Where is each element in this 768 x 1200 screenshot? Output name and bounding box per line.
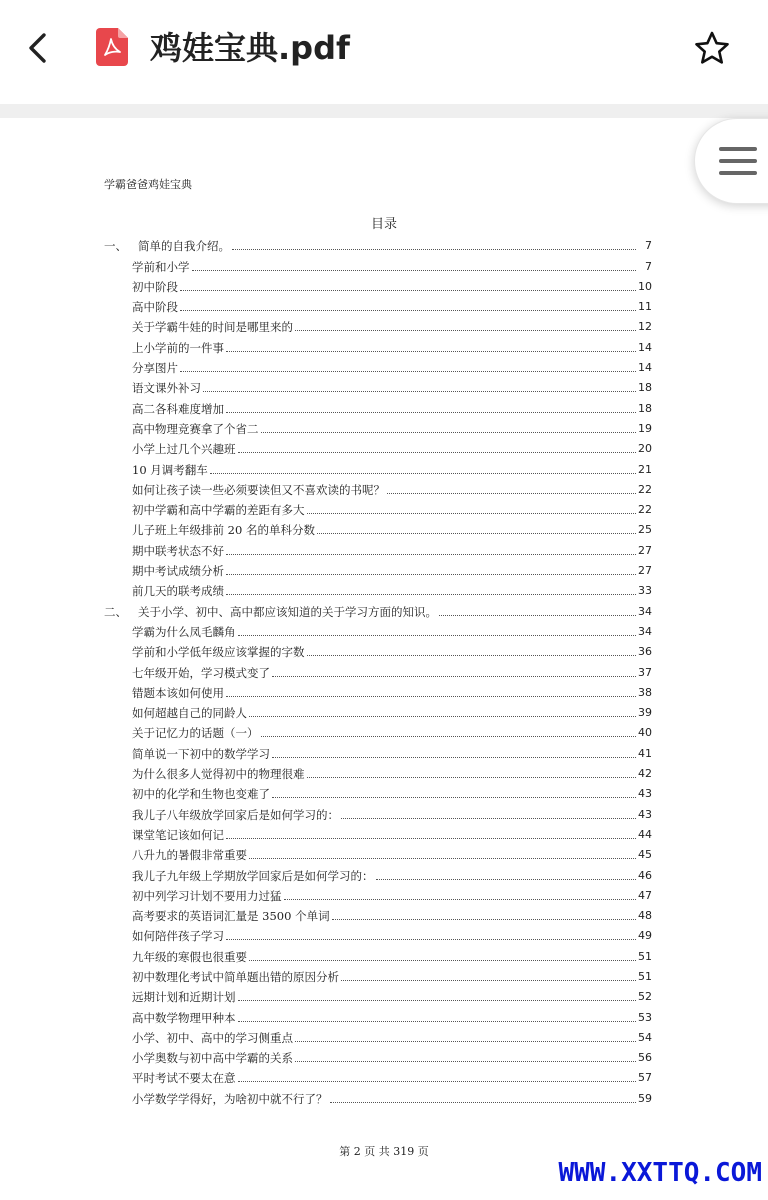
toc-leader-dots [203, 390, 636, 392]
toc-entry-title: 分享图片 [132, 361, 178, 376]
toc-entry-page: 14 [638, 340, 652, 354]
toc-entry-page: 34 [638, 624, 652, 638]
toc-leader-dots [261, 735, 637, 737]
toc-entry-page: 52 [638, 990, 652, 1004]
toc-entry[interactable] [104, 375, 652, 395]
toc-entry-title: 课堂笔记该如何记 [132, 827, 224, 842]
toc-entry-title: 高中阶段 [132, 300, 178, 315]
pdf-file-icon [96, 28, 128, 66]
toc-entry-number: 一、 [104, 239, 127, 254]
star-outline-icon [694, 30, 730, 66]
toc-entry[interactable] [104, 984, 652, 1004]
toc-entry[interactable] [104, 456, 652, 476]
file-title: 鸡娃宝典.pdf [150, 29, 350, 67]
toc-entry-title: 关于小学、初中、高中都应该知道的关于学习方面的知识。 [138, 604, 437, 619]
toc-entry-page: 27 [638, 543, 652, 557]
toc-entry-page: 7 [645, 239, 652, 253]
toc-entry-title: 高中物理竞赛拿了个省二 [132, 421, 259, 436]
toc-entry-page: 59 [638, 1091, 652, 1105]
toc-entry[interactable] [104, 395, 652, 415]
toc-entry-page: 51 [638, 949, 652, 963]
toc-entry[interactable] [104, 537, 652, 557]
toc-leader-dots [232, 248, 636, 250]
toc-leader-dots [332, 918, 636, 920]
toc-entry[interactable] [104, 436, 652, 456]
toc-leader-dots [226, 573, 636, 575]
toc-entry-page: 48 [638, 909, 652, 923]
toc-entry[interactable] [104, 416, 652, 436]
toc-entry-title: 八升九的暑假非常重要 [132, 848, 247, 863]
toc-entry-title: 平时考试不要太在意 [132, 1071, 236, 1086]
toc-entry[interactable] [104, 680, 652, 700]
toc-entry[interactable] [104, 761, 652, 781]
toc-entry[interactable] [104, 1025, 652, 1045]
toc-entry-title: 上小学前的一件事 [132, 340, 224, 355]
toc-entry-title: 简单的自我介绍。 [138, 239, 230, 254]
toc-leader-dots [272, 756, 636, 758]
toc-entry-page: 37 [638, 665, 652, 679]
toc-entry-page: 12 [638, 320, 652, 334]
toc-leader-dots [317, 532, 636, 534]
toc-leader-dots [238, 999, 637, 1001]
toc-leader-dots [226, 350, 636, 352]
toc-entry-title: 高二各科难度增加 [132, 401, 224, 416]
toc-entry-page: 47 [638, 888, 652, 902]
table-of-contents [104, 233, 652, 1106]
toc-entry-page: 39 [638, 706, 652, 720]
toc-entry-number: 二、 [104, 604, 127, 619]
toc-leader-dots [307, 776, 637, 778]
toc-entry[interactable] [104, 314, 652, 334]
toc-leader-dots [210, 472, 636, 474]
toc-entry-page: 18 [638, 401, 652, 415]
toc-leader-dots [192, 269, 637, 271]
toc-leader-dots [249, 715, 636, 717]
toc-entry-page: 27 [638, 564, 652, 578]
toc-entry[interactable] [104, 334, 652, 354]
toc-entry-page: 34 [638, 604, 652, 618]
toc-entry-page: 7 [645, 259, 652, 273]
toc-entry[interactable] [104, 1045, 652, 1065]
toc-entry-title: 如何超越自己的同龄人 [132, 706, 247, 721]
page-footer: 第 2 页 共 319 页 [339, 1145, 429, 1158]
toc-leader-dots [226, 837, 636, 839]
toc-entry-title: 学前和小学 [132, 259, 190, 274]
toc-entry-page: 41 [638, 746, 652, 760]
toc-entry-title: 语文课外补习 [132, 381, 201, 396]
toc-leader-dots [272, 796, 636, 798]
toc-entry-title: 学霸为什么凤毛麟角 [132, 624, 236, 639]
toc-entry[interactable] [104, 253, 652, 273]
toc-entry[interactable] [104, 619, 652, 639]
toc-entry-page: 43 [638, 807, 652, 821]
toc-entry-page: 46 [638, 868, 652, 882]
toc-entry-title: 七年级开始，学习模式变了 [132, 665, 270, 680]
toc-entry[interactable] [104, 923, 652, 943]
toc-entry[interactable] [104, 1065, 652, 1085]
toc-leader-dots [226, 695, 636, 697]
toc-entry-page: 11 [638, 300, 652, 314]
toc-entry-page: 42 [638, 767, 652, 781]
toc-leader-dots [238, 451, 637, 453]
watermark: WWW.XXTTQ.COM [558, 1158, 762, 1188]
toc-entry-title: 初中阶段 [132, 279, 178, 294]
toc-leader-dots [180, 309, 636, 311]
toc-entry-title: 期中考试成绩分析 [132, 564, 224, 579]
toc-entry[interactable] [104, 903, 652, 923]
toc-entry[interactable] [104, 1004, 652, 1024]
toc-leader-dots [295, 1060, 636, 1062]
toc-leader-dots [226, 593, 636, 595]
toc-entry[interactable] [104, 233, 652, 253]
toc-leader-dots [341, 979, 636, 981]
toc-leader-dots [226, 938, 636, 940]
toc-entry-page: 14 [638, 361, 652, 375]
toc-entry[interactable] [104, 740, 652, 760]
toc-entry[interactable] [104, 801, 652, 821]
toc-entry[interactable] [104, 1085, 652, 1105]
toc-entry-page: 43 [638, 787, 652, 801]
running-header: 学霸爸爸鸡娃宝典 [104, 178, 192, 191]
favorite-button[interactable] [690, 26, 734, 70]
toc-entry-title: 关于学霸牛娃的时间是哪里来的 [132, 320, 293, 335]
toc-entry-title: 我儿子八年级放学回家后是如何学习的： [132, 807, 339, 822]
toc-entry-title: 初中列学习计划不要用力过猛 [132, 888, 282, 903]
toc-entry[interactable] [104, 883, 652, 903]
toc-leader-dots [180, 289, 636, 291]
toc-entry[interactable] [104, 294, 652, 314]
toc-entry-page: 36 [638, 645, 652, 659]
toc-entry-title: 错题本该如何使用 [132, 685, 224, 700]
back-button[interactable] [18, 28, 58, 68]
toc-entry[interactable] [104, 477, 652, 497]
toc-entry-page: 22 [638, 503, 652, 517]
toc-entry-title: 小学上过几个兴趣班 [132, 442, 236, 457]
toc-leader-dots [295, 1040, 636, 1042]
toc-entry-title: 初中的化学和生物也变难了 [132, 787, 270, 802]
top-app-bar [0, 0, 768, 104]
toc-entry[interactable] [104, 862, 652, 882]
toc-entry-title: 学前和小学低年级应该掌握的字数 [132, 645, 305, 660]
toc-entry-title: 高中数学物理甲种本 [132, 1010, 236, 1025]
toc-entry[interactable] [104, 274, 652, 294]
toc-entry-page: 21 [638, 462, 652, 476]
toc-entry-title: 关于记忆力的话题（一） [132, 726, 259, 741]
toc-entry[interactable] [104, 720, 652, 740]
toc-entry-page: 53 [638, 1010, 652, 1024]
toc-entry-title: 远期计划和近期计划 [132, 990, 236, 1005]
toc-entry-page: 56 [638, 1051, 652, 1065]
toc-leader-dots [238, 1020, 637, 1022]
toc-leader-dots [387, 492, 636, 494]
toc-entry[interactable] [104, 355, 652, 375]
toc-entry[interactable] [104, 578, 652, 598]
toc-entry-page: 54 [638, 1030, 652, 1044]
toc-leader-dots [272, 675, 636, 677]
toc-entry-page: 51 [638, 969, 652, 983]
toc-entry-title: 初中学霸和高中学霸的差距有多大 [132, 503, 305, 518]
toc-entry-title: 我儿子九年级上学期放学回家后是如何学习的： [132, 868, 374, 883]
toc-entry[interactable] [104, 822, 652, 842]
toc-entry-page: 40 [638, 726, 652, 740]
toc-entry[interactable] [104, 700, 652, 720]
toc-entry-title: 前几天的联考成绩 [132, 584, 224, 599]
toc-leader-dots [284, 898, 637, 900]
toc-entry-title: 儿子班上年级排前 20 名的单科分数 [132, 523, 315, 538]
toc-leader-dots [439, 614, 636, 616]
toc-leader-dots [376, 878, 637, 880]
toc-entry[interactable] [104, 558, 652, 578]
toc-entry-page: 10 [638, 279, 652, 293]
toc-entry-title: 九年级的寒假也很重要 [132, 949, 247, 964]
toc-entry-page: 25 [638, 523, 652, 537]
toc-leader-dots [180, 370, 636, 372]
toc-leader-dots [307, 654, 637, 656]
toc-entry[interactable] [104, 781, 652, 801]
toc-entry-page: 19 [638, 421, 652, 435]
toc-leader-dots [261, 431, 637, 433]
toc-entry[interactable] [104, 639, 652, 659]
toc-entry-title: 高考要求的英语词汇量是 3500 个单词 [132, 909, 330, 924]
toc-leader-dots [238, 634, 637, 636]
toc-entry-page: 45 [638, 848, 652, 862]
toc-entry-title: 10 月调考翻车 [132, 462, 208, 477]
toc-entry-title: 期中联考状态不好 [132, 543, 224, 558]
toc-entry-title: 小学奥数与初中高中学霸的关系 [132, 1051, 293, 1066]
toc-leader-dots [330, 1101, 637, 1103]
toc-leader-dots [249, 857, 636, 859]
toc-entry-page: 44 [638, 827, 652, 841]
toolbar-divider [0, 104, 768, 118]
toc-entry-title: 简单说一下初中的数学学习 [132, 746, 270, 761]
toc-entry-title: 小学、初中、高中的学习侧重点 [132, 1030, 293, 1045]
toc-entry-title: 如何陪伴孩子学习 [132, 929, 224, 944]
toc-entry-page: 38 [638, 685, 652, 699]
toc-entry[interactable] [104, 598, 652, 618]
toc-entry-title: 初中数理化考试中简单题出错的原因分析 [132, 969, 339, 984]
toc-entry-page: 22 [638, 482, 652, 496]
toc-entry-title: 如何让孩子读一些必须要读但又不喜欢读的书呢？ [132, 482, 385, 497]
toc-leader-dots [226, 553, 636, 555]
toc-leader-dots [238, 1080, 637, 1082]
toc-leader-dots [341, 817, 636, 819]
toc-entry-title: 为什么很多人觉得初中的物理很难 [132, 767, 305, 782]
toc-entry-title: 小学数学学得好，为啥初中就不行了？ [132, 1091, 328, 1106]
toc-entry-page: 33 [638, 584, 652, 598]
toc-leader-dots [249, 959, 636, 961]
toc-entry-page: 57 [638, 1071, 652, 1085]
back-arrow-icon [26, 31, 50, 65]
toc-leader-dots [295, 329, 636, 331]
toc-leader-dots [226, 411, 636, 413]
toc-entry[interactable] [104, 943, 652, 963]
toc-entry[interactable] [104, 659, 652, 679]
toc-entry[interactable] [104, 842, 652, 862]
toc-entry-page: 20 [638, 442, 652, 456]
toc-entry-page: 49 [638, 929, 652, 943]
toc-entry-page: 18 [638, 381, 652, 395]
toc-leader-dots [307, 512, 637, 514]
toc-entry[interactable] [104, 964, 652, 984]
toc-entry[interactable] [104, 517, 652, 537]
toc-title: 目录 [370, 217, 397, 232]
toc-entry[interactable] [104, 497, 652, 517]
